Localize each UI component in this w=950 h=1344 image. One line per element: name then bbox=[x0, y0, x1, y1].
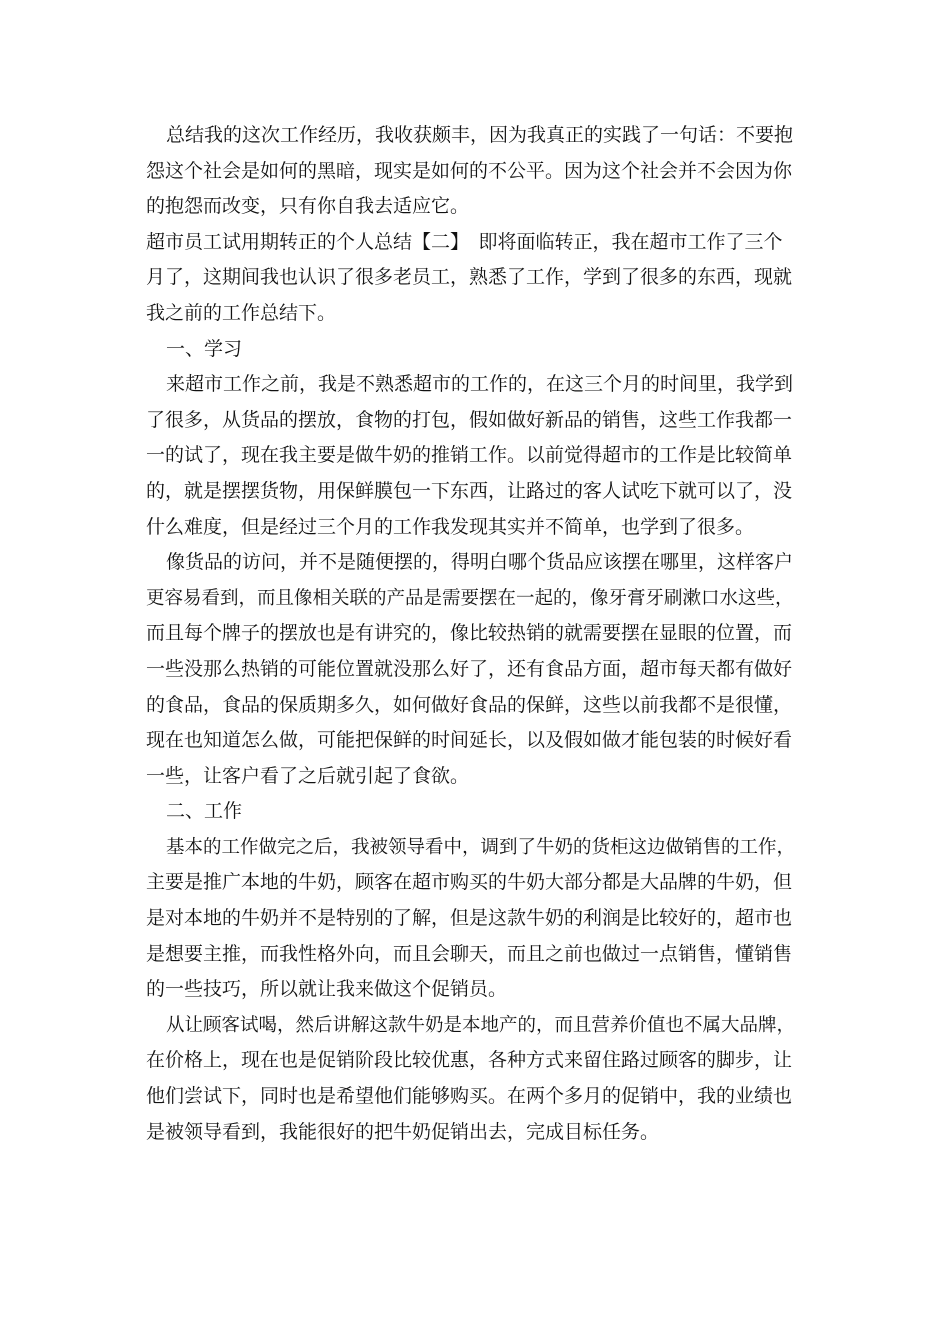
text-line: 一的试了，现在我主要是做牛奶的推销工作。以前觉得超市的工作是比较简单 bbox=[146, 444, 793, 467]
document-body bbox=[146, 118, 802, 1150]
text-line: 怨这个社会是如何的黑暗，现实是如何的不公平。因为这个社会并不会因为你 bbox=[146, 159, 793, 182]
section-title-line: 超市员工试用期转正的个人总结【二】 即将面临转正，我在超市工作了三个 bbox=[146, 230, 783, 253]
text-line: 的，就是摆摆货物，用保鲜膜包一下东西，让路过的客人试吃下就可以了，没 bbox=[146, 479, 793, 502]
text-line: 更容易看到，而且像相关联的产品是需要摆在一起的，像牙膏牙刷漱口水这些， bbox=[146, 587, 794, 609]
text-line: 来超市工作之前，我是不熟悉超市的工作的，在这三个月的时间里，我学到 bbox=[166, 373, 794, 396]
text-line: 了很多，从货品的摆放，食物的打包，假如做好新品的销售，这些工作我都一 bbox=[146, 408, 793, 431]
heading-learning: 一、学习 bbox=[166, 337, 243, 360]
text-line: 的食品，食品的保质期多久，如何做好食品的保鲜，这些以前我都不是很懂， bbox=[146, 693, 793, 716]
text-line: 是想要主推，而我性格外向，而且会聊天，而且之前也做过一点销售，懂销售 bbox=[146, 942, 793, 965]
text-line: 主要是推广本地的牛奶，顾客在超市购买的牛奶大部分都是大品牌的牛奶，但 bbox=[146, 871, 793, 894]
heading-work: 二、工作 bbox=[166, 800, 243, 823]
text-line: 一些，让客户看了之后就引起了食欲。 bbox=[146, 764, 470, 787]
text-line: 从让顾客试喝，然后讲解这款牛奶是本地产的，而且营养价值也不属大品牌， bbox=[166, 1014, 796, 1036]
text-line: 他们尝试下，同时也是希望他们能够购买。在两个多月的促销中，我的业绩也 bbox=[146, 1085, 793, 1108]
text-line: 在价格上，现在也是促销阶段比较优惠，各种方式来留住路过顾客的脚步，让 bbox=[146, 1049, 793, 1072]
text-line: 像货品的访问，并不是随便摆的，得明白哪个货品应该摆在哪里，这样客户 bbox=[166, 551, 794, 574]
text-line: 现在也知道怎么做，可能把保鲜的时间延长，以及假如做才能包装的时候好看 bbox=[146, 729, 793, 752]
text-line: 月了，这期间我也认识了很多老员工，熟悉了工作，学到了很多的东西，现就 bbox=[146, 266, 793, 289]
text-line: 而且每个牌子的摆放也是有讲究的，像比较热销的就需要摆在显眼的位置，而 bbox=[146, 622, 793, 645]
text-line: 的一些技巧，所以就让我来做这个促销员。 bbox=[146, 978, 508, 1001]
text-line: 的抱怨而改变，只有你自我去适应它。 bbox=[146, 195, 470, 218]
text-line: 总结我的这次工作经历，我收获颇丰，因为我真正的实践了一句话：不要抱 bbox=[166, 124, 794, 146]
text-line: 是被领导看到，我能很好的把牛奶促销出去，完成目标任务。 bbox=[146, 1120, 660, 1143]
text-line: 基本的工作做完之后，我被领导看中，调到了牛奶的货柜这边做销售的工作， bbox=[166, 836, 796, 858]
text-line: 什么难度，但是经过三个月的工作我发现其实并不简单，也学到了很多。 bbox=[146, 515, 755, 538]
text-line: 是对本地的牛奶并不是特别的了解，但是这款牛奶的利润是比较好的，超市也 bbox=[146, 907, 793, 930]
text-line: 我之前的工作总结下。 bbox=[146, 301, 337, 324]
text-line: 一些没那么热销的可能位置就没那么好了，还有食品方面，超市每天都有做好 bbox=[146, 657, 793, 680]
